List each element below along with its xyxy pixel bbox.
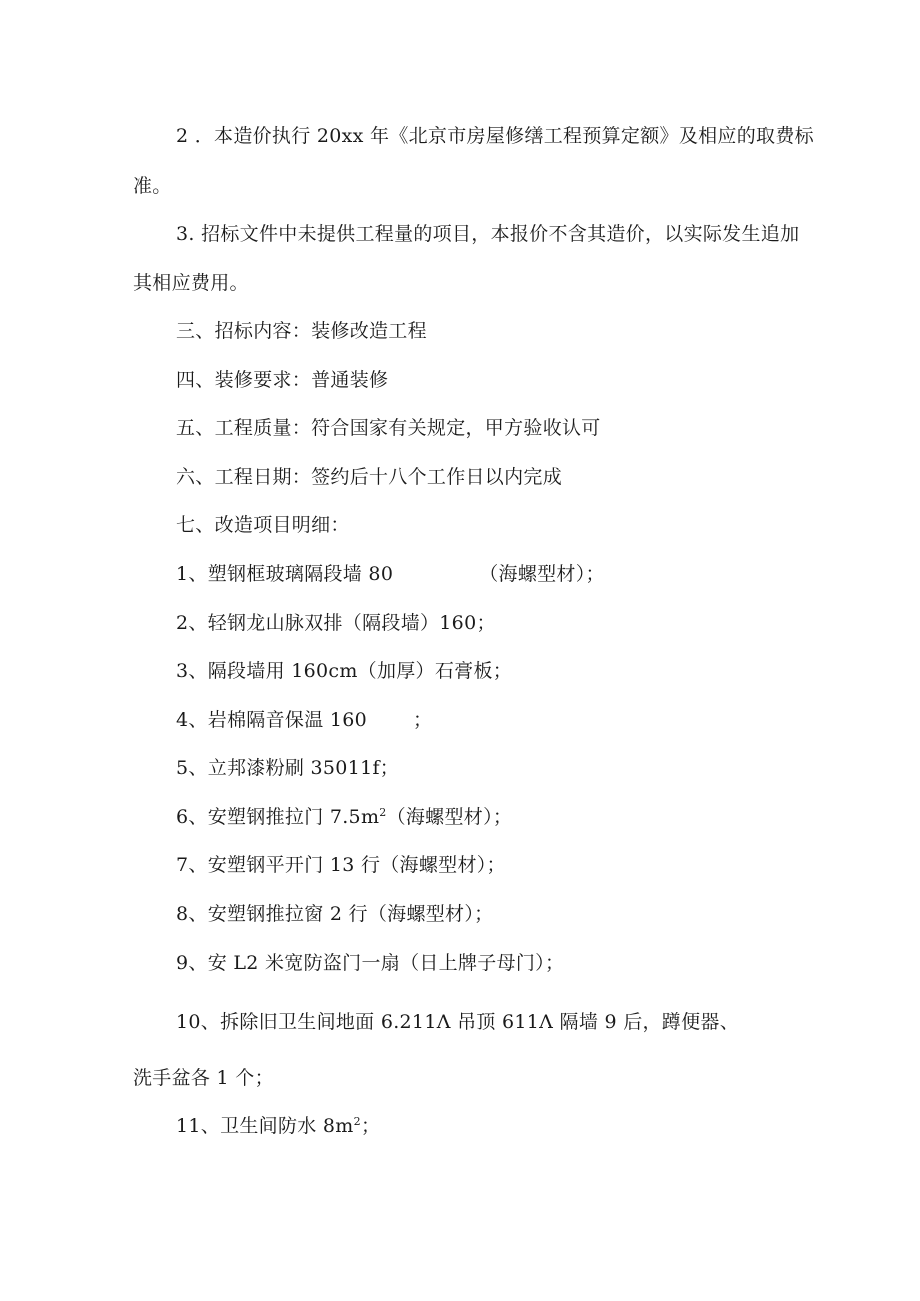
section-engineering-quality: 五、工程质量：符合国家有关规定，甲方验收认可 bbox=[176, 417, 601, 439]
list-item-10-line-1: 10、拆除旧卫生间地面 6.211Λ 吊顶 611Λ 隔墙 9 后，蹲便器、 bbox=[176, 1011, 740, 1033]
section-engineering-date: 六、工程日期：签约后十八个工作日以内完成 bbox=[176, 466, 563, 488]
list-item-2: 2、轻钢龙山脉双排（隔段墙）160； bbox=[176, 612, 496, 634]
list-item-4-end: ； bbox=[413, 709, 433, 731]
list-item-3: 3、隔段墙用 160cm（加厚）石膏板； bbox=[176, 660, 513, 682]
section-bidding-content: 三、招标内容：装修改造工程 bbox=[176, 320, 427, 342]
list-item-7: 7、安塑钢平开门 13 行（海螺型材）； bbox=[176, 854, 506, 876]
section-project-details: 七、改造项目明细： bbox=[176, 514, 350, 536]
list-item-11-superscript: 2 bbox=[353, 1115, 361, 1128]
list-item-10-line-2: 洗手盆各 1 个； bbox=[133, 1067, 274, 1089]
list-item-11 bbox=[176, 1114, 380, 1138]
list-item-6-note: （海螺型材）； bbox=[386, 806, 513, 828]
list-item-5: 5、立邦漆粉刷 35011f； bbox=[176, 757, 400, 779]
list-item-11-end: ； bbox=[360, 1115, 381, 1137]
paragraph-3-line-2: 其相应费用。 bbox=[133, 272, 249, 294]
list-item-1-text: 1、塑钢框玻璃隔段墙 80 bbox=[176, 563, 394, 585]
list-item-11-text: 11、卫生间防水 8m bbox=[176, 1115, 354, 1137]
paragraph-2-line-1: 2 ．本造价执行 20xx 年《北京市房屋修缮工程预算定额》及相应的取费标 bbox=[176, 125, 814, 147]
list-item-8: 8、安塑钢推拉窗 2 行（海螺型材）； bbox=[176, 903, 494, 925]
list-item-4-text: 4、岩棉隔音保温 160 bbox=[176, 709, 367, 731]
list-item-1 bbox=[176, 562, 605, 586]
list-item-4 bbox=[176, 708, 432, 732]
list-item-6-text: 6、安塑钢推拉门 7.5m bbox=[176, 806, 380, 828]
list-item-1-note: （海螺型材）； bbox=[479, 563, 605, 585]
list-item-6 bbox=[176, 805, 512, 829]
section-decoration-requirement: 四、装修要求：普通装修 bbox=[176, 369, 389, 391]
paragraph-2-line-2: 准。 bbox=[133, 175, 172, 197]
paragraph-3-line-1: 3. 招标文件中未提供工程量的项目，本报价不含其造价，以实际发生追加 bbox=[176, 223, 800, 245]
list-item-9: 9、安 L2 米宽防盗门一扇（日上牌子母门）； bbox=[176, 952, 565, 974]
list-item-6-superscript: 2 bbox=[379, 806, 387, 819]
